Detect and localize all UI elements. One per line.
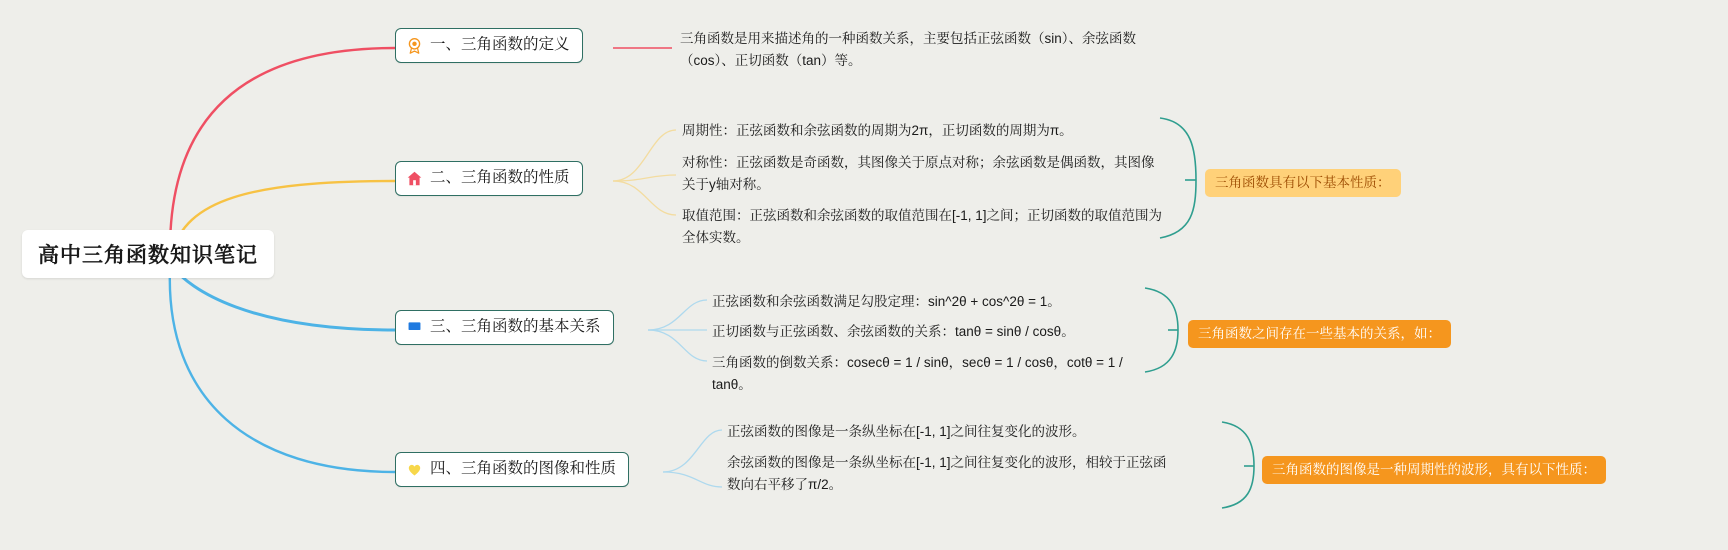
leaf-properties-2: 对称性：正弦函数是奇函数，其图像关于原点对称；余弦函数是偶函数，其图像关于y轴对称。 <box>682 155 1155 193</box>
leaf-relations-3: 三角函数的倒数关系：cosecθ = 1 / sinθ，secθ = 1 / cosθ，cotθ = 1 / tanθ。 <box>712 355 1123 393</box>
edge-properties-summary-bracket <box>1160 118 1196 238</box>
summary-graphs[interactable]: 三角函数的图像是一种周期性的波形，具有以下性质： <box>1262 456 1606 484</box>
branch-label-graphs: 四、三角函数的图像和性质 <box>430 460 617 477</box>
flag-icon <box>406 319 423 336</box>
leaf-relations-1: 正弦函数和余弦函数满足勾股定理：sin^2θ + cos^2θ = 1。 <box>712 294 1061 309</box>
house-icon <box>406 170 423 187</box>
edge-root-definition <box>170 48 395 250</box>
leaf-properties-3: 取值范围：正弦函数和余弦函数的取值范围在[-1, 1]之间；正切函数的取值范围为全体实数。 <box>682 208 1163 246</box>
edge-graphs-summary-bracket <box>1222 422 1254 508</box>
root-node[interactable] <box>22 230 274 278</box>
edge-relations-leaf-3 <box>648 330 707 361</box>
edge-graphs-leaf-2 <box>663 472 722 487</box>
summary-properties[interactable]: 三角函数具有以下基本性质： <box>1205 169 1401 197</box>
edge-properties-leaf-3 <box>613 181 676 215</box>
medal-icon <box>406 37 423 54</box>
leaf-graphs-1: 正弦函数的图像是一条纵坐标在[-1, 1]之间往复变化的波形。 <box>727 424 1086 439</box>
branch-label-properties: 二、三角函数的性质 <box>430 169 570 186</box>
leaf-properties-1: 周期性：正弦函数和余弦函数的周期为2π，正切函数的周期为π。 <box>682 123 1073 138</box>
summary-relations[interactable]: 三角函数之间存在一些基本的关系，如： <box>1188 320 1451 348</box>
edge-properties-leaf-2 <box>613 175 676 181</box>
branch-node-graphs[interactable] <box>395 452 629 487</box>
leaf-relations-2: 正切函数与正弦函数、余弦函数的关系：tanθ = sinθ / cosθ。 <box>712 324 1075 339</box>
edge-graphs-leaf-1 <box>663 430 722 472</box>
edge-relations-leaf-1 <box>648 300 707 330</box>
edge-properties-leaf-1 <box>613 130 676 181</box>
leaf-graphs-2: 余弦函数的图像是一条纵坐标在[-1, 1]之间往复变化的波形，相较于正弦函数向右平移了π/2。 <box>727 455 1167 493</box>
edge-root-graphs <box>170 268 395 472</box>
heart-icon <box>406 461 423 478</box>
root-title: 高中三角函数知识笔记 <box>38 244 258 267</box>
branch-node-relations[interactable] <box>395 310 614 345</box>
leaf-definition-1: 三角函数是用来描述角的一种函数关系，主要包括正弦函数（sin）、余弦函数（cos）、正切函数（tan）等。 <box>680 31 1137 69</box>
branch-label-definition: 一、三角函数的定义 <box>430 36 570 53</box>
branch-node-definition[interactable] <box>395 28 583 63</box>
branch-node-properties[interactable] <box>395 161 583 196</box>
branch-label-relations: 三、三角函数的基本关系 <box>430 318 601 335</box>
